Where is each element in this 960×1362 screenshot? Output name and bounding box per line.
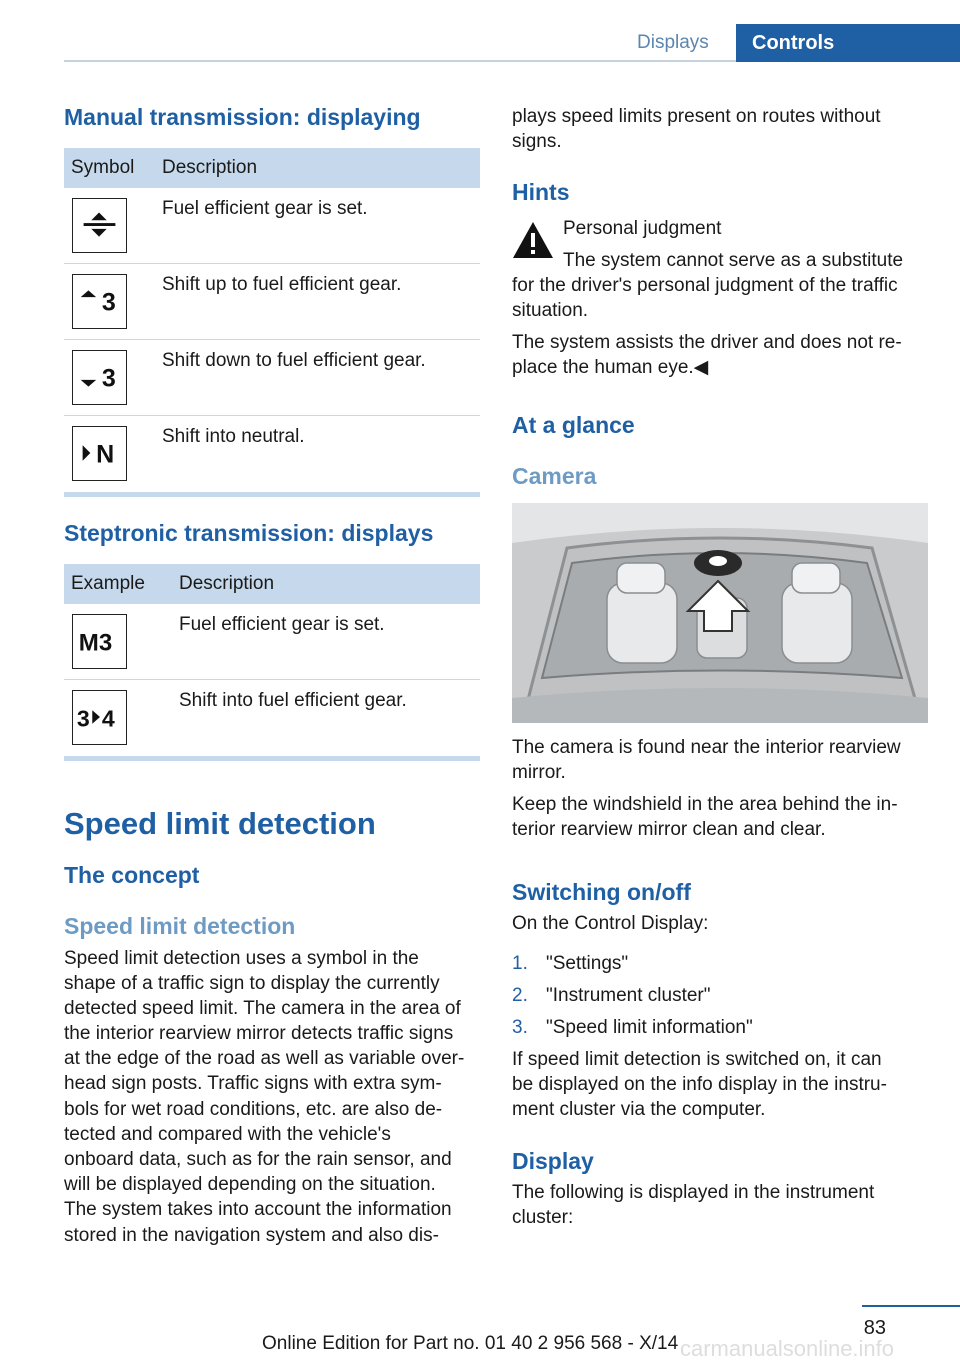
text-line: Speed limit detection uses a symbol in the [64,948,419,969]
list-text: "Speed limit information" [546,1017,753,1038]
list-text: "Settings" [546,953,629,974]
switching-title: Switching on/off [512,879,691,905]
svg-text:3: 3 [76,705,90,732]
camera-subtitle: Camera [512,463,597,489]
shift-up-3-icon [72,274,127,329]
table-header [64,148,480,188]
text-line: tected and compared with the vehicle's [64,1124,391,1145]
speed-limit-title: Speed limit detection [64,806,376,841]
text-line: The system takes into account the information [64,1199,452,1220]
svg-text:3: 3 [101,364,116,393]
text-line: The following is displayed in the instrument [512,1182,875,1203]
svg-text:3: 3 [101,288,116,317]
warning-title: Personal judgment [563,218,722,239]
col-description-header: Description [179,573,275,594]
text-line: cluster: [512,1207,574,1228]
text-line: be displayed on the info display in the instru‐ [512,1074,887,1095]
table-header [64,564,480,604]
text-line: The system assists the driver and does not re‐ [512,332,902,353]
text-line: If speed limit detection is switched on, it can [512,1049,882,1070]
text-line: Keep the windshield in the area behind the in‐ [512,794,898,815]
manual-transmission-table [64,148,480,497]
text-line: mirror. [512,762,566,783]
row-description: Fuel efficient gear is set. [162,198,368,219]
row-description: Fuel efficient gear is set. [179,614,385,635]
table-row [64,416,480,492]
m3-gear-icon [72,614,127,669]
table-row [64,188,480,264]
svg-text:M3: M3 [78,629,113,657]
concept-title: The concept [64,862,200,888]
header-section: Displays [637,32,709,53]
text-line: situation. [512,300,589,321]
text-line: will be displayed depending on the situation. [64,1174,436,1195]
warning-icon [512,220,554,260]
steptronic-title: Steptronic transmission: displays [64,520,434,546]
at-a-glance-title: At a glance [512,412,635,438]
list-text: "Instrument cluster" [546,985,711,1006]
text-line: The camera is found near the interior rearview [512,737,901,758]
text-line: stored in the navigation system and also dis‐ [64,1225,439,1246]
text-line: signs. [512,131,562,152]
table-end-rule [64,492,480,497]
footer-rule [862,1305,960,1307]
row-description: Shift up to fuel efficient gear. [162,274,402,295]
text-line: The system cannot serve as a substitute [563,250,904,271]
shift-down-3-icon [72,350,127,405]
watermark: carmanualsonline.info [680,1336,895,1361]
text-line: ment cluster via the computer. [512,1099,766,1120]
shift-updown-icon [72,198,127,253]
text-line: terior rearview mirror clean and clear. [512,819,826,840]
table-end-rule [64,756,480,761]
hints-title: Hints [512,179,570,205]
steptronic-table [64,564,480,761]
table-row [64,604,480,680]
table-row [64,264,480,340]
text-line: bols for wet road conditions, etc. are also de‐ [64,1099,443,1120]
display-title: Display [512,1148,594,1174]
table-row [64,680,480,756]
svg-text:4: 4 [101,705,115,732]
list-number: 3. [512,1017,528,1038]
text-line: shape of a traffic sign to display the currently [64,973,440,994]
text-line: place the human eye.◀ [512,357,709,378]
svg-text:N: N [96,440,115,469]
col-symbol-header: Symbol [71,157,135,178]
concept-subtitle: Speed limit detection [64,913,296,939]
edition-text: Online Edition for Part no. 01 40 2 956 568 - X/14 [262,1333,679,1354]
3-to-4-gear-icon [72,690,127,745]
col-description-header: Description [162,157,258,178]
col-example-header: Example [71,573,145,594]
page-number: 83 [863,1317,886,1339]
row-description: Shift into fuel efficient gear. [179,690,407,711]
header-chapter-tab: Controls [736,24,960,62]
shift-neutral-icon [72,426,127,481]
list-number: 2. [512,985,528,1006]
camera-location-illustration [512,503,928,723]
text-line: On the Control Display: [512,913,709,934]
text-line: head sign posts. Traffic signs with extra sym‐ [64,1073,442,1094]
text-line: onboard data, such as for the rain sensor, and [64,1149,452,1170]
text-line: the interior rearview mirror detects traffic signs [64,1023,454,1044]
table-row [64,340,480,416]
text-line: detected speed limit. The camera in the area of [64,998,461,1019]
manual-transmission-title: Manual transmission: displaying [64,104,421,130]
text-line: at the edge of the road as well as variable over‐ [64,1048,465,1069]
list-number: 1. [512,953,528,974]
text-line: for the driver's personal judgment of the traffic [512,275,898,296]
row-description: Shift down to fuel efficient gear. [162,350,426,371]
row-description: Shift into neutral. [162,426,305,447]
text-line: plays speed limits present on routes without [512,106,881,127]
